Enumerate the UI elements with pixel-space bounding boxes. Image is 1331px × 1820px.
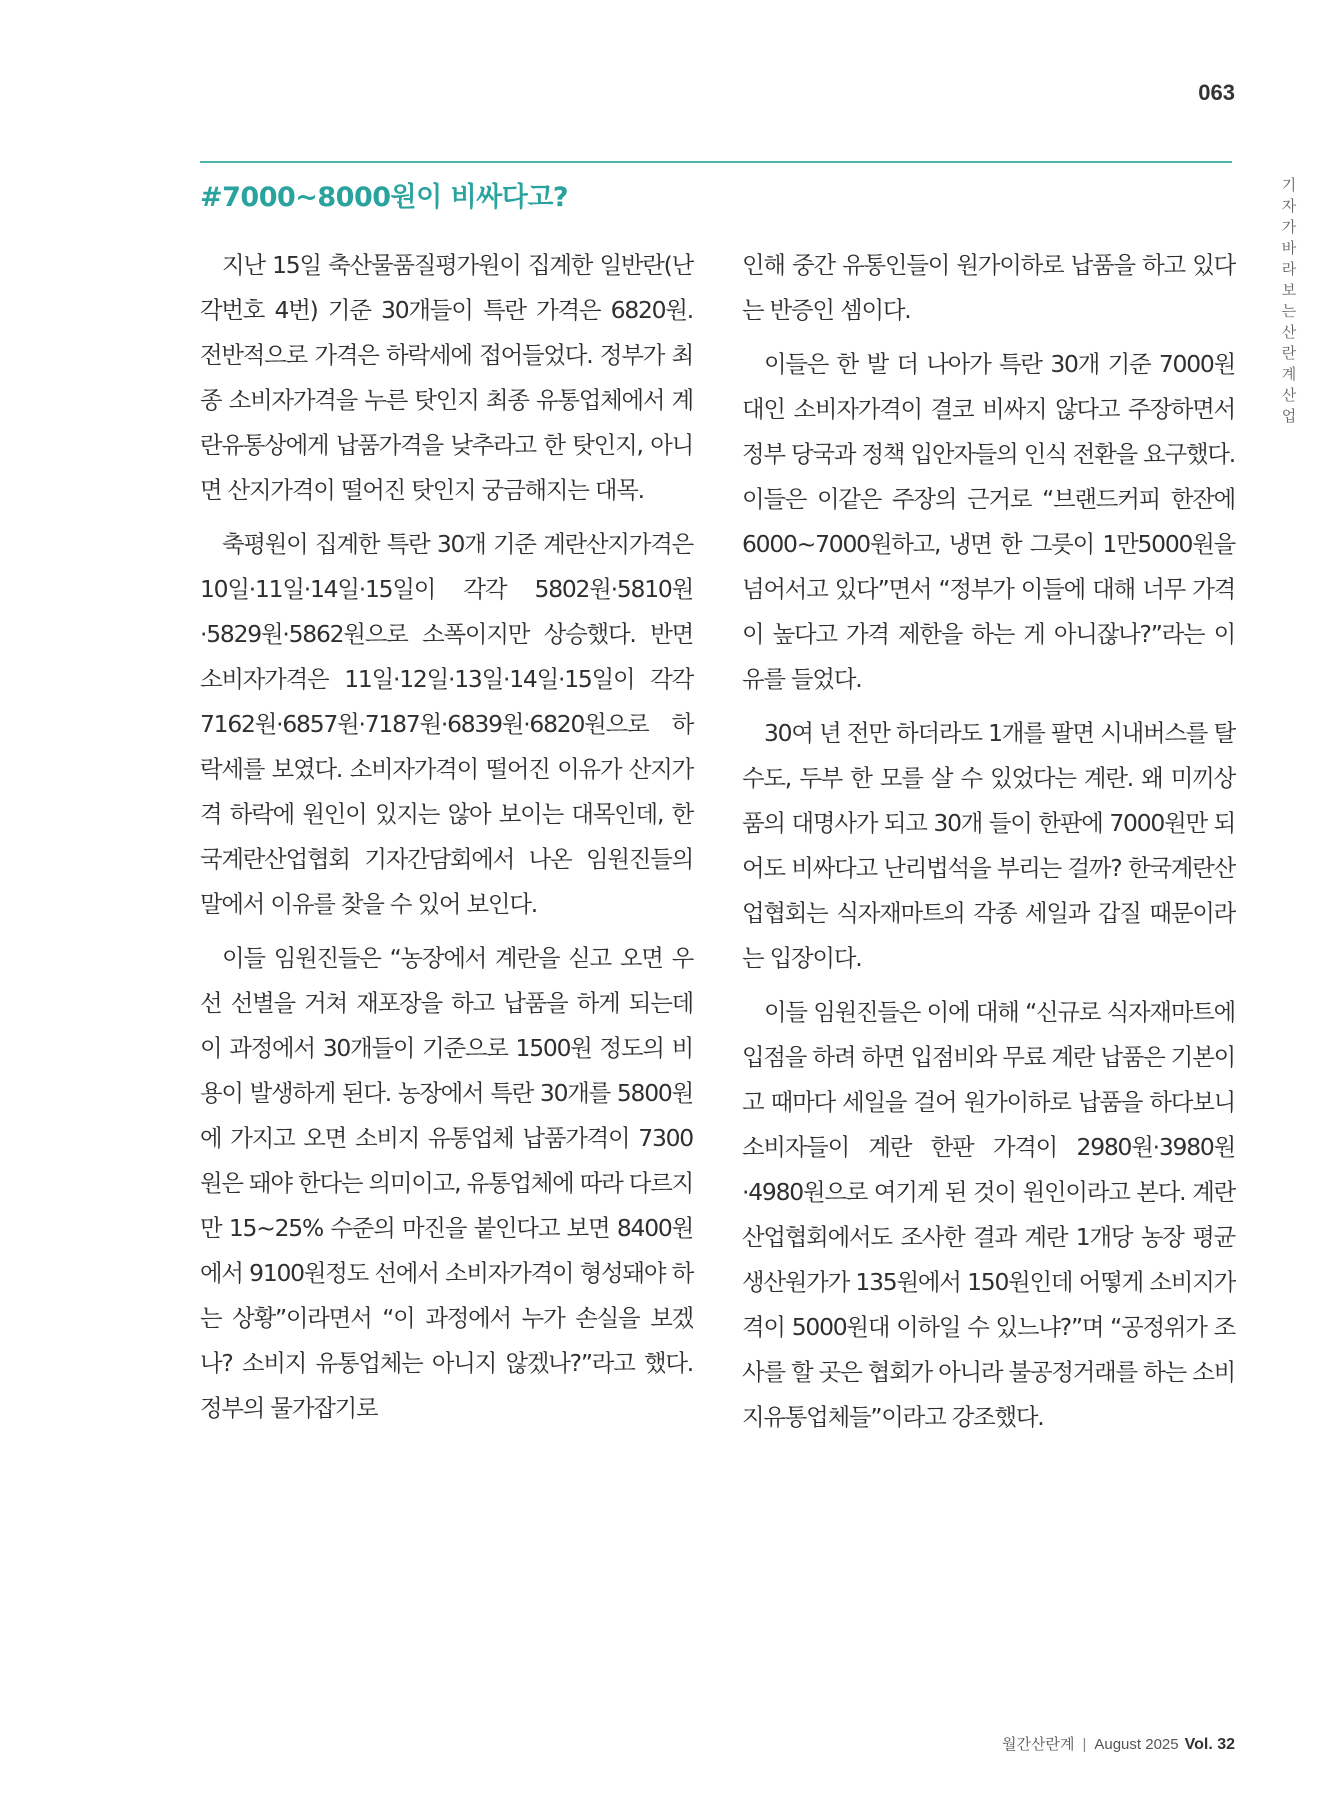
- paragraph: 축평원이 집계한 특란 30개 기준 계란산지가격은 10일·11일·14일·15일이 각각 5802원·5810원·5829원·5862원으로 소폭이지만 상승했다. 반면 소비자가격은 11일·12일·13일·14일·15일이 각각 7162원·6857원·7187원·6839원·6820원으로 하락세를 보였다. 소비자가격이 떨어진 이유가 산지가격 하락에 원인이 있지는 않아 보이는 대목인데, 한국계란산업협회 기자간담회에서 나온 임원진들의 말에서 이유를 찾을 수 있어 보인다.: [200, 530, 693, 918]
- right-column: [742, 243, 1235, 1449]
- volume-number: Vol. 32: [1184, 1736, 1235, 1753]
- left-column: [200, 243, 693, 1440]
- heading-divider: [200, 161, 1232, 163]
- paragraph: 지난 15일 축산물품질평가원이 집계한 일반란(난각번호 4번) 기준 30개들이 특란 가격은 6820원. 전반적으로 가격은 하락세에 접어들었다. 정부가 최종 소비자가격을 누른 탓인지 최종 유통업체에서 계란유통상에게 납품가격을 낮추라고 한 탓인지, 아니면 산지가격이 떨어진 탓인지 궁금해지는 대목.: [200, 251, 693, 504]
- section-side-tab: 기자가 바라보는 산란계산업: [1281, 176, 1297, 425]
- page-number: 063: [1198, 80, 1235, 105]
- paragraph: 30여 년 전만 하더라도 1개를 팔면 시내버스를 탈 수도, 두부 한 모를 살 수 있었다는 계란. 왜 미끼상품의 대명사가 되고 30개 들이 한판에 7000원만 되어도 비싸다고 난리법석을 부리는 걸까? 한국계란산업협회는 식자재마트의 각종 세일과 갑질 때문이라는 입장이다.: [742, 719, 1235, 972]
- page-footer: [1002, 1733, 1235, 1754]
- footer-separator: |: [1082, 1736, 1087, 1753]
- paragraph: 이들 임원진들은 “농장에서 계란을 싣고 오면 우선 선별을 거쳐 재포장을 하고 납품을 하게 되는데 이 과정에서 30개들이 기준으로 1500원 정도의 비용이 발생하게 된다. 농장에서 특란 30개를 5800원에 가지고 오면 소비지 유통업체 납품가격이 7300원은 돼야 한다는 의미이고, 유통업체에 따라 다르지만 15~25% 수준의 마진을 붙인다고 보면 8400원에서 9100원정도 선에서 소비자가격이 형성돼야 하는 상황”이라면서 “이 과정에서 누가 손실을 보겠나? 소비지 유통업체는 아니지 않겠나?”라고 했다. 정부의 물가잡기로: [200, 944, 693, 1422]
- issue-date: August 2025: [1094, 1736, 1179, 1753]
- paragraph: 인해 중간 유통인들이 원가이하로 납품을 하고 있다는 반증인 셈이다.: [742, 251, 1235, 324]
- magazine-name: 월간산란계: [1002, 1736, 1075, 1753]
- paragraph: 이들 임원진들은 이에 대해 “신규로 식자재마트에 입점을 하려 하면 입점비와 무료 계란 납품은 기본이고 때마다 세일을 걸어 원가이하로 납품을 하다보니 소비자들이 계란 한판 가격이 2980원·3980원·4980원으로 여기게 된 것이 원인이라고 본다. 계란산업협회에서도 조사한 결과 계란 1개당 농장 평균 생산원가가 135원에서 150원인데 어떻게 소비지가격이 5000원대 이하일 수 있느냐?”며 “공정위가 조사를 할 곳은 협회가 아니라 불공정거래를 하는 소비지유통업체들”이라고 강조했다.: [742, 998, 1235, 1431]
- paragraph: 이들은 한 발 더 나아가 특란 30개 기준 7000원대인 소비자가격이 결코 비싸지 않다고 주장하면서 정부 당국과 정책 입안자들의 인식 전환을 요구했다. 이들은 이같은 주장의 근거로 “브랜드커피 한잔에 6000~7000원하고, 냉면 한 그릇이 1만5000원을 넘어서고 있다”면서 “정부가 이들에 대해 너무 가격이 높다고 가격 제한을 하는 게 아니잖나?”라는 이유를 들었다.: [742, 350, 1235, 693]
- section-heading: #7000~8000원이 비싸다고?: [200, 182, 569, 213]
